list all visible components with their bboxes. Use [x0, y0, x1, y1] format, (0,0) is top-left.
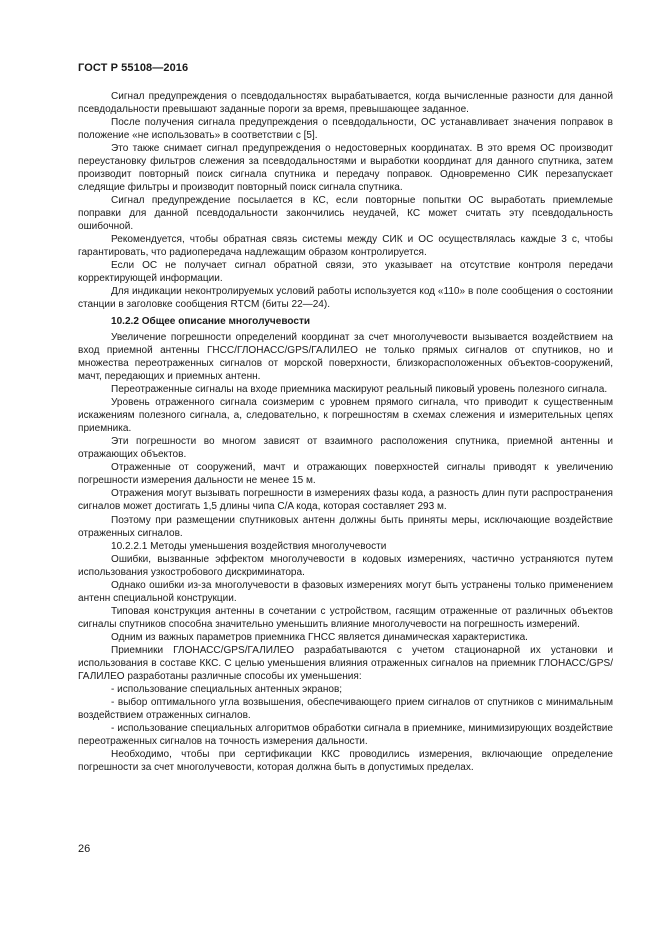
paragraph: Для индикации неконтролируемых условий работы используется код «110» в поле сообщения о состоянии станции в заголовке сообщения RTCM (биты 22—24).	[78, 286, 613, 311]
paragraph: Поэтому при размещении спутниковых антенн должны быть приняты меры, исключающие воздействие отраженных сигналов.	[78, 514, 613, 539]
document-body	[78, 90, 613, 774]
page-number: 26	[78, 843, 91, 855]
subsection-title: 10.2.2.1 Методы уменьшения воздействия многолучевости	[111, 540, 387, 552]
paragraph: Это также снимает сигнал предупреждения о недостоверных координатах. В это время ОС производит переустановку фильтров слежения за псевдодальностями и выработки координат для данного спутника, затем производит повторный поиск сигнала спутника и передачу поправок. Одновременно СИК перезапускает следящие фильтры и производит повторный поиск сигнала спутника.	[78, 143, 613, 194]
paragraph: Увеличение погрешности определений координат за счет многолучевости вызывается воздействием на вход приемной антенны ГНСС/ГЛОНАСС/GPS/ГАЛИЛЕО не только прямых сигналов от спутников, но и множества переотраженных сигналов от морской поверхности, близкорасположенных объектов-сооружений, мачт, передающих и приемных антенн.	[78, 332, 613, 383]
paragraph: Переотраженные сигналы на входе приемника маскируют реальный пиковый уровень полезного сигнала.	[111, 384, 608, 396]
paragraph: Рекомендуется, чтобы обратная связь системы между СИК и ОС осуществлялась каждые 3 с, чтобы гарантировать, что радиопередача надлежащим образом контролируется.	[78, 234, 613, 259]
paragraph: Отражения могут вызывать погрешности в измерениях фазы кода, а разность длин пути распространения сигналов может достигать 1,5 длины чипа C/A кода, которая составляет 293 м.	[78, 488, 613, 513]
document-header: ГОСТ Р 55108—2016	[78, 62, 189, 74]
paragraph: Ошибки, вызванные эффектом многолучевости в кодовых измерениях, частично устраняются путем использования узкостробового дискриминатора.	[78, 553, 613, 578]
paragraph: Одним из важных параметров приемника ГНСС является динамическая характеристика.	[111, 631, 528, 643]
list-item: - использование специальных алгоритмов обработки сигнала в приемнике, минимизирующих воздействие переотраженных сигналов на точность измерения дальности.	[78, 722, 613, 747]
list-item: - использование специальных антенных экранов;	[111, 683, 343, 695]
paragraph: Если ОС не получает сигнал обратной связи, это указывает на отсутствие контроля передачи корректирующей информации.	[78, 260, 613, 285]
paragraph: Сигнал предупреждения о псевдодальностях вырабатывается, когда вычисленные разности для данной псевдодальности превышают заданные пороги за время, превышающее заданное.	[78, 91, 613, 116]
paragraph: Типовая конструкция антенны в сочетании с устройством, гасящим отраженные от различных объектов сигналы спутников способна значительно уменьшить влияние многолучевости на погрешность измерений.	[78, 605, 613, 630]
paragraph: Уровень отраженного сигнала соизмерим с уровнем прямого сигнала, что приводит к существенным искажениям полезного сигнала, а, следовательно, к погрешностям в схемах слежения и измерительных цепях приемника.	[78, 397, 613, 435]
paragraph: После получения сигнала предупреждения о псевдодальности, ОС устанавливает значения поправок в положение «не использовать» в соответствии с [5].	[78, 117, 613, 142]
paragraph: Эти погрешности во многом зависят от взаимного расположения спутника, приемной антенны и отражающих объектов.	[78, 436, 613, 461]
paragraph: Отраженные от сооружений, мачт и отражающих поверхностей сигналы приводят к увеличению погрешности измерения дальности не менее 15 м.	[78, 462, 613, 487]
list-item: - выбор оптимального угла возвышения, обеспечивающего прием сигналов от спутников с минимальным воздействием отраженных сигналов.	[78, 696, 613, 721]
paragraph: Сигнал предупреждение посылается в КС, если повторные попытки ОС выработать приемлемые поправки для данной псевдодальности закончились неудачей, КС может считать эту псевдодальность ошибочной.	[78, 195, 613, 233]
section-title: 10.2.2 Общее описание многолучевости	[111, 316, 311, 328]
paragraph: Необходимо, чтобы при сертификации ККС проводились измерения, включающие определение погрешности за счет многолучевости, которая должна быть в допустимых пределах.	[78, 748, 613, 773]
paragraph: Однако ошибки из-за многолучевости в фазовых измерениях могут быть устранены только применением антенн специальной конструкции.	[78, 579, 613, 604]
paragraph: Приемники ГЛОНАСС/GPS/ГАЛИЛЕО разрабатываются с учетом стационарной их установки и использования в составе ККС. С целью уменьшения влияния отраженных сигналов на приемник ГЛОНАСС/GPS/ГАЛИЛЕО разработаны различные способы их уменьшения:	[78, 644, 613, 682]
